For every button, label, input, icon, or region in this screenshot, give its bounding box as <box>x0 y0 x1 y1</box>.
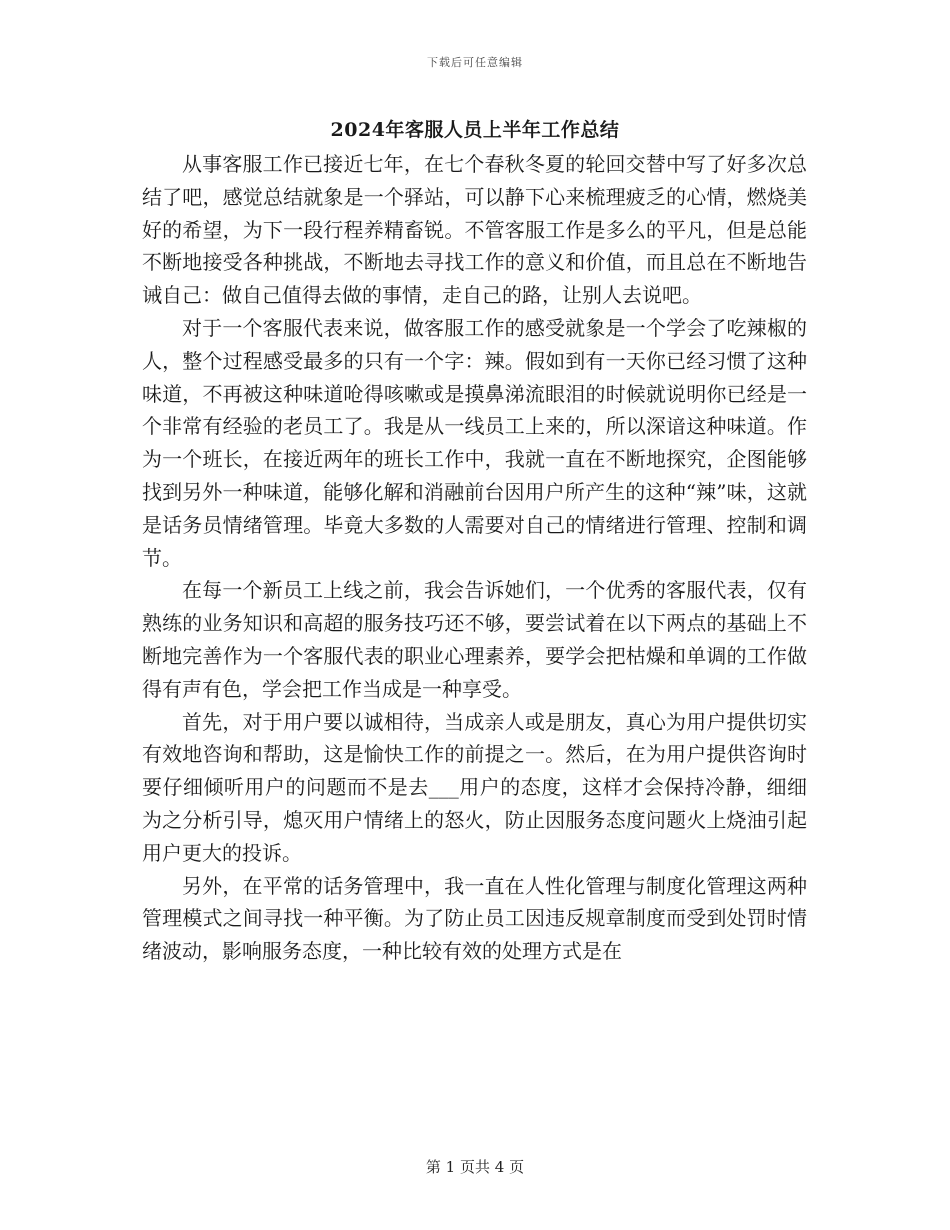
document-body <box>142 148 807 968</box>
paragraph: 首先，对于用户要以诚相待，当成亲人或是朋友，真心为用户提供切实有效地咨询和帮助，这是愉快工作的前提之一。然后，在为用户提供咨询时要仔细倾听用户的问题而不是去___用户的态度，这样才会保持冷静，细细为之分析引导，熄灭用户情绪上的怒火，防止因服务态度问题火上烧油引起用户更大的投诉。 <box>142 709 807 865</box>
paragraph: 对于一个客服代表来说，做客服工作的感受就象是一个学会了吃辣椒的人，整个过程感受最多的只有一个字：辣。假如到有一天你已经习惯了这种味道，不再被这种味道呛得咳嗽或是摸鼻涕流眼泪的时候就说明你已经是一个非常有经验的老员工了。我是从一线员工上来的，所以深谙这种味道。作为一个班长，在接近两年的班长工作中，我就一直在不断地探究，企图能够找到另外一种味道，能够化解和消融前台因用户所产生的这种“辣”味，这就是话务员情绪管理。毕竟大多数的人需要对自己的情绪进行管理、控制和调节。 <box>142 315 807 570</box>
paragraph: 从事客服工作已接近七年，在七个春秋冬夏的轮回交替中写了好多次总结了吧，感觉总结就象是一个驿站，可以静下心来梳理疲乏的心情，燃烧美好的希望，为下一段行程养精畜锐。不管客服工作是多么的平凡，但是总能不断地接受各种挑战，不断地去寻找工作的意义和价值，而且总在不断地告诫自己：做自己值得去做的事情，走自己的路，让别人去说吧。 <box>142 152 807 308</box>
paragraph: 在每一个新员工上线之前，我会告诉她们，一个优秀的客服代表，仅有熟练的业务知识和高超的服务技巧还不够，要尝试着在以下两点的基础上不断地完善作为一个客服代表的职业心理素养，要学会把枯燥和单调的工作做得有声有色，学会把工作当成是一种享受。 <box>142 578 807 701</box>
page-number: 第 1 页共 4 页 <box>425 1158 525 1176</box>
document-title: 2024年客服人员上半年工作总结 <box>330 119 620 141</box>
paragraph: 另外，在平常的话务管理中，我一直在人性化管理与制度化管理这两种管理模式之间寻找一种平衡。为了防止员工因违反规章制度而受到处罚时情绪波动，影响服务态度，一种比较有效的处理方式是在 <box>142 873 807 964</box>
page-header-note: 下载后可任意编辑 <box>427 56 523 69</box>
